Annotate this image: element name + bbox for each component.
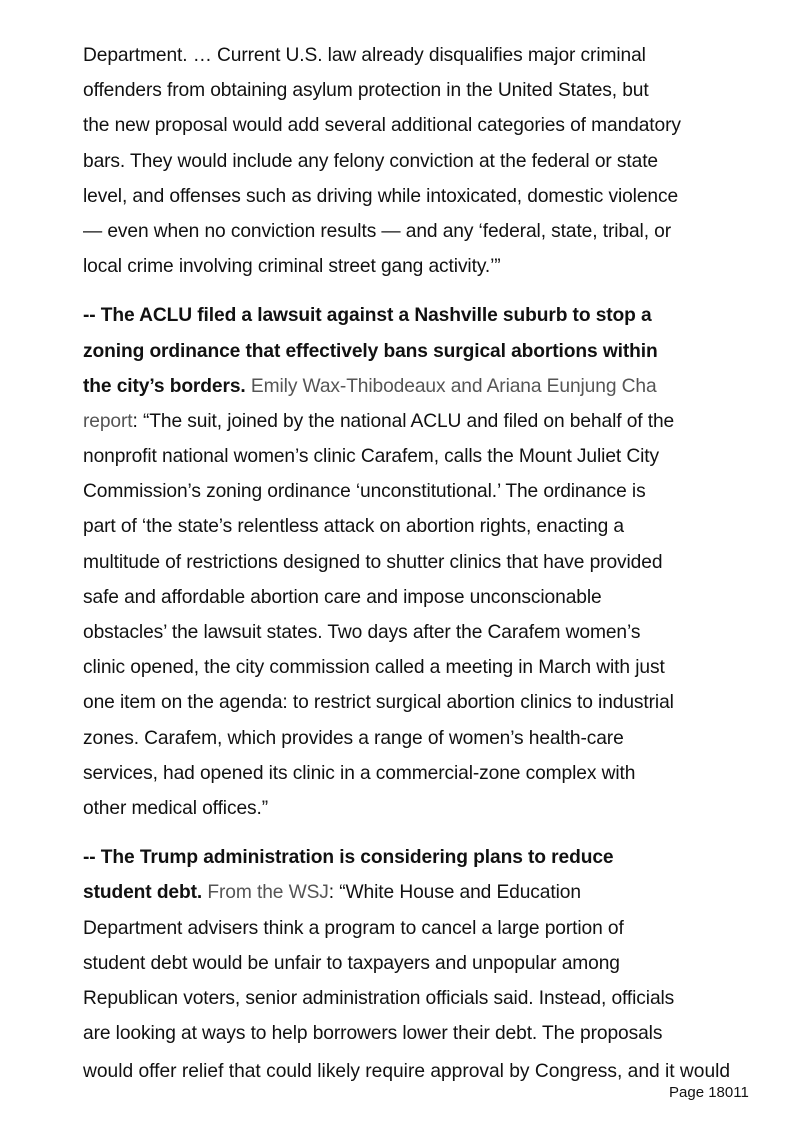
text-line: safe and affordable abortion care and impose unconscionable <box>83 586 602 608</box>
author-link[interactable]: Emily Wax-Thibodeaux and Ariana Eunjung Cha <box>250 375 657 397</box>
quote-start: : “The suit, joined by the national ACLU and filed on behalf of the <box>132 410 675 432</box>
text-line: offenders from obtaining asylum protection in the United States, but <box>83 80 649 102</box>
text-line: Department advisers think a program to cancel a large portion of <box>83 917 624 939</box>
text-line: student debt would be unfair to taxpayers and unpopular among <box>83 952 620 974</box>
paragraph-student-debt <box>83 840 723 1051</box>
text-line <box>83 404 723 439</box>
paragraph-aclu-lawsuit <box>83 298 723 826</box>
text-line <box>83 875 723 910</box>
clipped-line-text: would offer relief that could likely require approval by Congress, and it would <box>83 1061 731 1082</box>
page-number: Page 18011 <box>669 1084 749 1101</box>
text-line: zones. Carafem, which provides a range of women’s health-care <box>83 727 624 749</box>
headline-line: -- The ACLU filed a lawsuit against a Nashville suburb to stop a <box>83 305 652 327</box>
text-line: level, and offenses such as driving while intoxicated, domestic violence <box>83 185 679 207</box>
headline-line: zoning ordinance that effectively bans surgical abortions within <box>83 340 658 362</box>
wsj-link[interactable]: From the WSJ <box>207 882 329 904</box>
text-line: one item on the agenda: to restrict surgical abortion clinics to industrial <box>83 692 674 714</box>
text-line: bars. They would include any felony conviction at the federal or state <box>83 150 659 172</box>
clipped-text-line <box>83 1061 731 1088</box>
text-line: are looking at ways to help borrowers lower their debt. The proposals <box>83 1023 663 1045</box>
headline-line: -- The Trump administration is considering plans to reduce <box>83 847 614 869</box>
text-line: nonprofit national women’s clinic Carafem, calls the Mount Juliet City <box>83 446 659 468</box>
headline-end: student debt. <box>83 882 203 904</box>
text-line: other medical offices.” <box>83 797 269 819</box>
text-line: services, had opened its clinic in a commercial-zone complex with <box>83 762 636 784</box>
text-line: Commission’s zoning ordinance ‘unconstitutional.’ The ordinance is <box>83 481 646 503</box>
paragraph-asylum <box>83 38 723 284</box>
text-line: — even when no conviction results — and any ‘federal, state, tribal, or <box>83 220 672 242</box>
text-line <box>83 369 723 404</box>
text-line: Department. … Current U.S. law already disqualifies major criminal <box>83 45 646 66</box>
text-line: Republican voters, senior administration officials said. Instead, officials <box>83 987 675 1009</box>
text-line: part of ‘the state’s relentless attack on abortion rights, enacting a <box>83 516 624 538</box>
quote-start: : “White House and Education <box>328 882 581 904</box>
text-line: clinic opened, the city commission called a meeting in March with just <box>83 657 665 679</box>
text-line: multitude of restrictions designed to shutter clinics that have provided <box>83 551 663 573</box>
text-line: local crime involving criminal street gang activity.’” <box>83 256 501 278</box>
text-line: the new proposal would add several additional categories of mandatory <box>83 115 681 137</box>
report-link[interactable]: report <box>83 410 133 432</box>
text-line: obstacles’ the lawsuit states. Two days after the Carafem women’s <box>83 622 641 643</box>
document-body <box>83 38 723 1065</box>
headline-end: the city’s borders. <box>83 375 246 397</box>
